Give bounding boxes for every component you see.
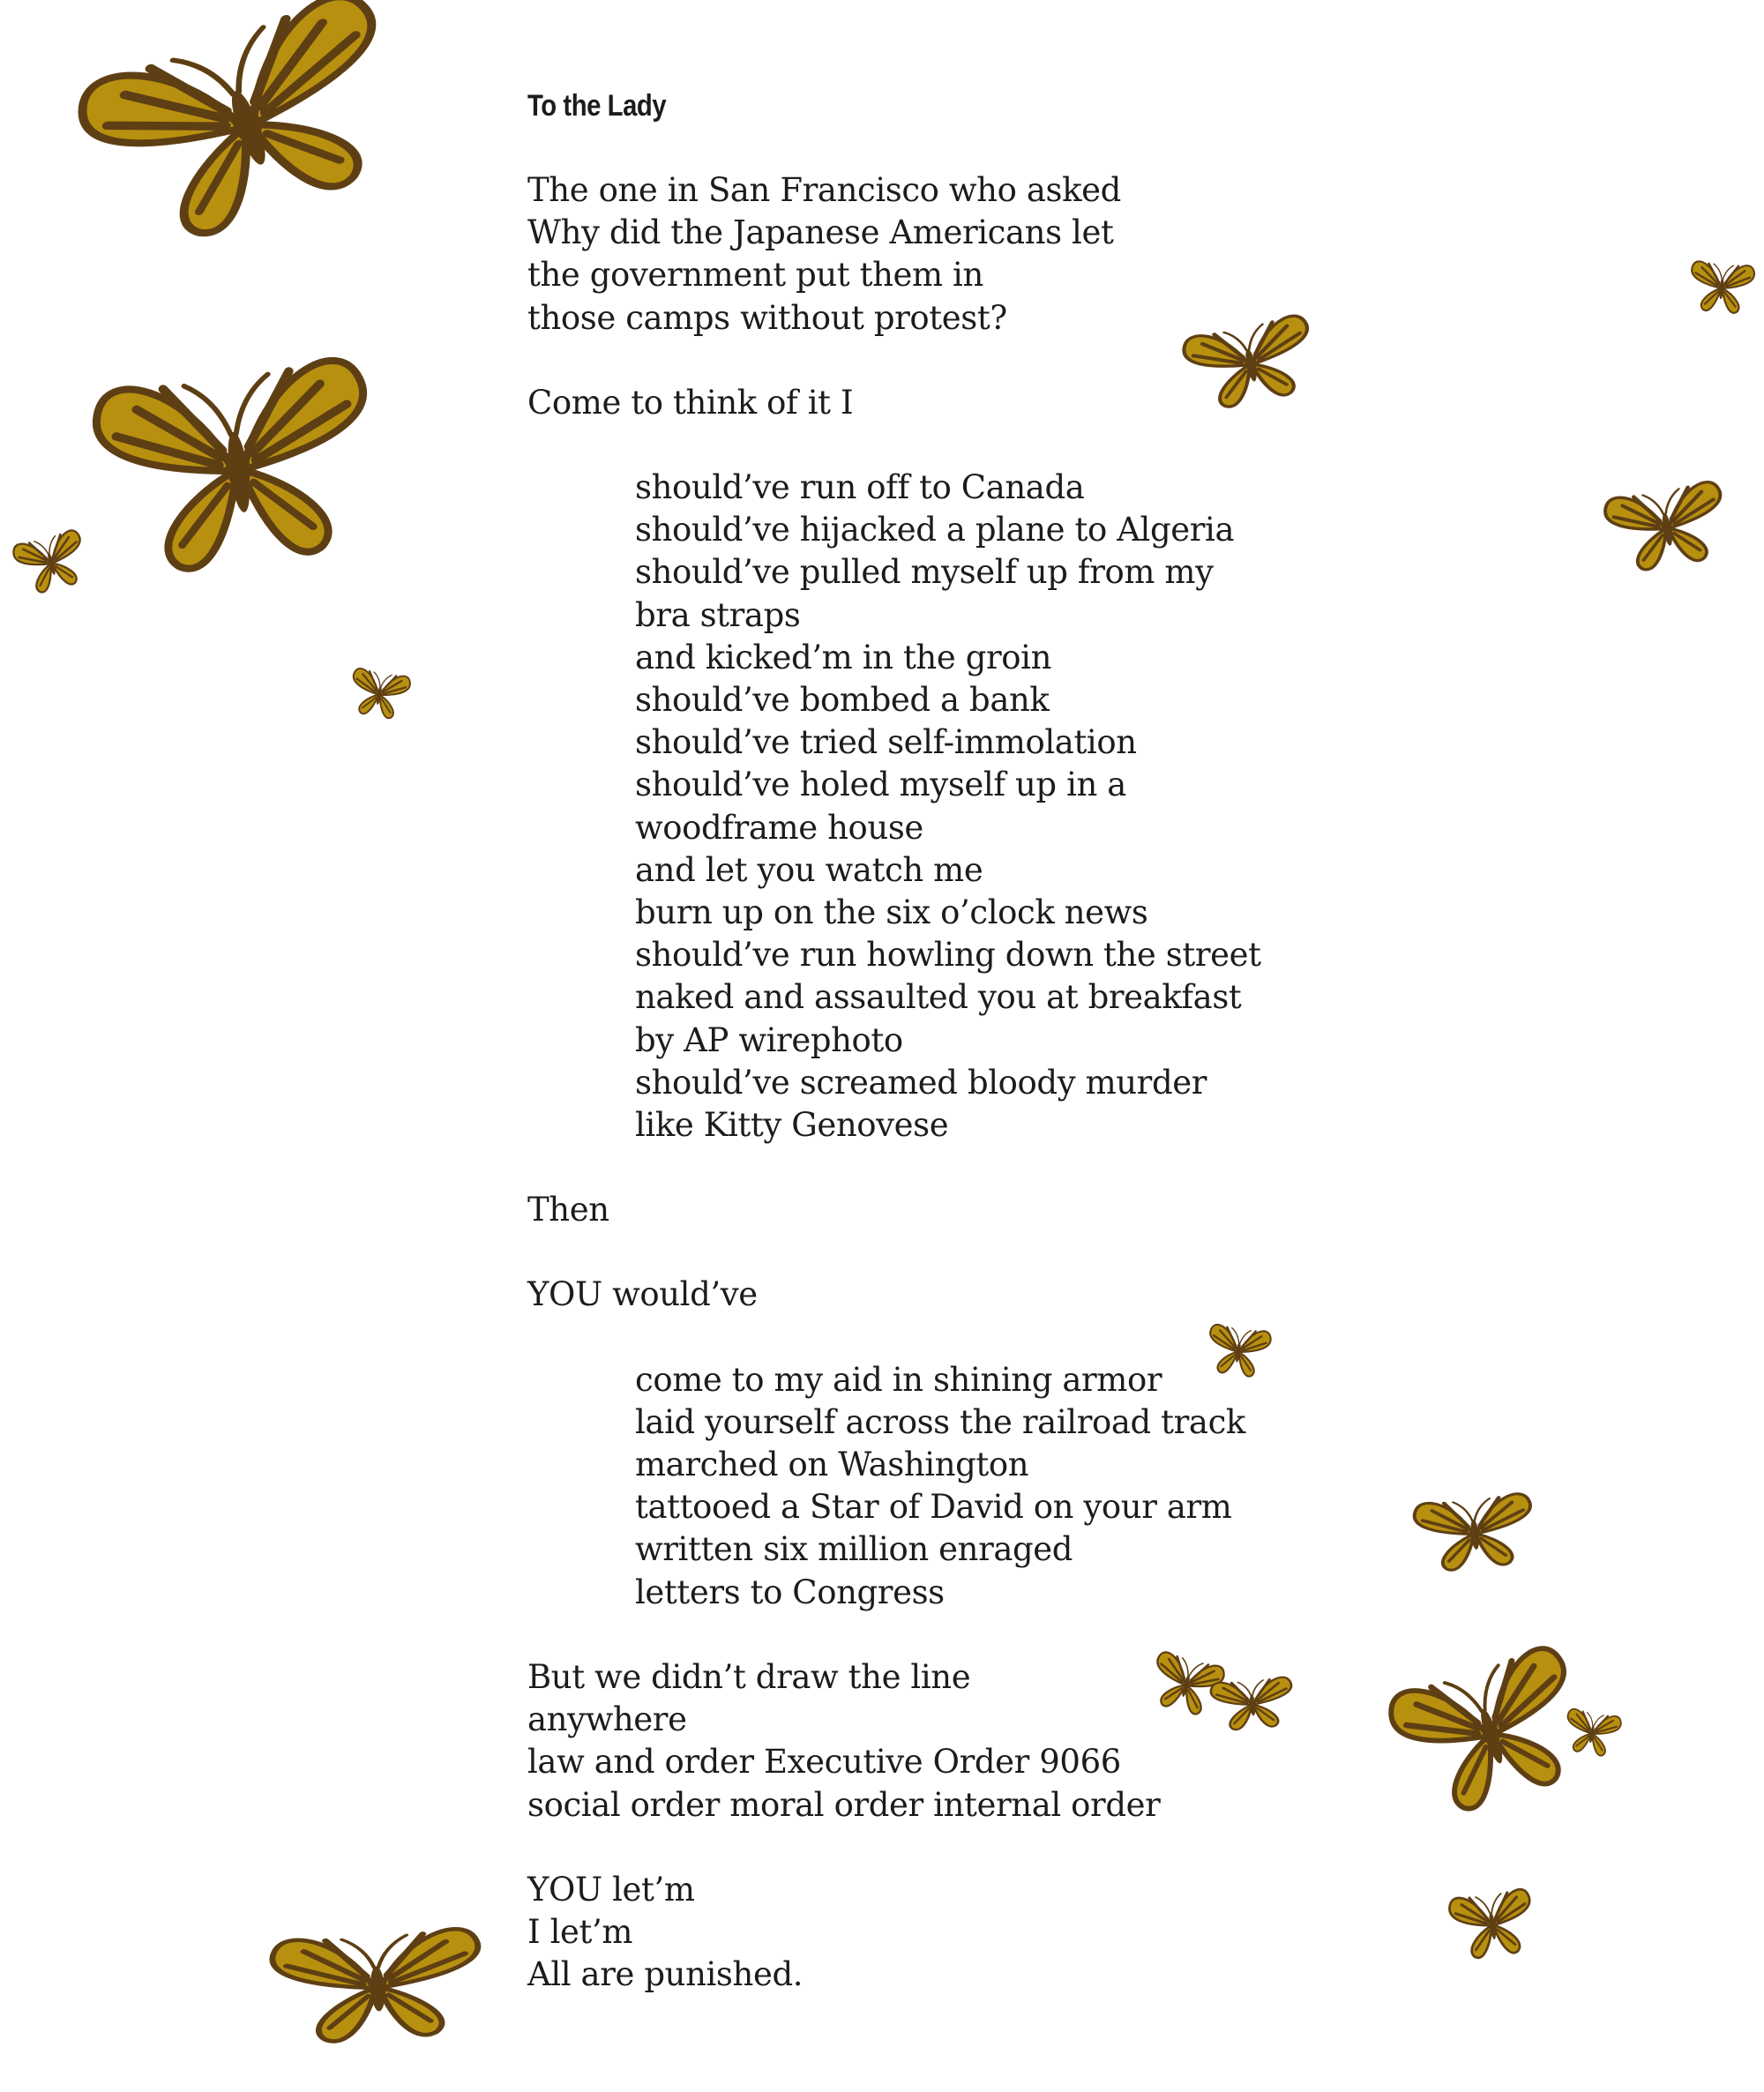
poem-line: anywhere <box>527 1700 687 1739</box>
poem <box>527 85 1409 2038</box>
poem-line: laid yourself across the railroad track <box>635 1402 1245 1441</box>
indented-stanza <box>527 467 1409 1147</box>
poem-line: written six million enraged <box>635 1530 1073 1569</box>
poem-line: bra straps <box>635 595 801 634</box>
poem-line: YOU let’m <box>527 1870 695 1909</box>
poem-line: the government put them in <box>527 256 983 295</box>
butterfly-icon <box>1603 480 1731 575</box>
poem-line: should’ve pulled myself up from my <box>635 553 1214 592</box>
poem-line: should’ve tried self-immolation <box>635 723 1137 762</box>
butterfly-icon <box>271 1927 483 2044</box>
stanza <box>527 169 1409 340</box>
poem-line: Why did the Japanese Americans let <box>527 213 1114 252</box>
stanza <box>527 1656 1409 1827</box>
butterfly-icon <box>1413 1492 1536 1573</box>
butterfly-icon <box>11 528 91 596</box>
butterfly-icon <box>73 0 421 260</box>
butterfly-icon <box>93 356 385 579</box>
poem-line: I let’m <box>527 1912 633 1951</box>
butterfly-icon <box>1562 1708 1622 1759</box>
poem-line: law and order Executive Order 9066 <box>527 1743 1121 1782</box>
poem-line: should’ve screamed bloody murder <box>635 1063 1207 1102</box>
poem-line: marched on Washington <box>635 1446 1029 1484</box>
indented-stanza <box>527 1359 1409 1614</box>
poem-line: and let you watch me <box>635 850 983 889</box>
poem-line: letters to Congress <box>635 1573 945 1611</box>
poem-line: burn up on the six o’clock news <box>635 893 1148 932</box>
poem-title: To the Lady <box>527 89 667 123</box>
poem-line: woodframe house <box>635 808 923 847</box>
poem-line: social order moral order internal order <box>527 1785 1161 1824</box>
poem-line: Come to think of it I <box>527 383 854 422</box>
poem-line: should’ve run howling down the street <box>635 936 1261 975</box>
poem-line: those camps without protest? <box>527 298 1007 337</box>
stanza <box>527 1274 1409 1316</box>
poem-line: tattooed a Star of David on your arm <box>635 1488 1232 1527</box>
poem-line: But we didn’t draw the line <box>527 1657 971 1696</box>
poem-line: naked and assaulted you at breakfast <box>635 978 1242 1017</box>
butterfly-icon <box>1688 261 1755 315</box>
poem-line: The one in San Francisco who asked <box>527 171 1121 209</box>
poem-line: like Kitty Genovese <box>635 1106 949 1145</box>
poem-line: Then <box>527 1191 609 1229</box>
stanza <box>527 1869 1409 1997</box>
poem-line: should’ve holed myself up in a <box>635 766 1126 804</box>
butterfly-icon <box>1386 1643 1596 1823</box>
poem-line: YOU would’ve <box>527 1275 758 1314</box>
butterfly-icon <box>348 668 412 721</box>
stanza <box>527 1189 1409 1231</box>
poem-line: by AP wirephoto <box>635 1020 903 1059</box>
poem-line: and kicked’m in the groin <box>635 638 1052 676</box>
stanza <box>527 382 1409 424</box>
butterfly-icon <box>1448 1888 1536 1961</box>
poem-line: should’ve run off to Canada <box>635 468 1085 507</box>
poem-line: All are punished. <box>527 1955 804 1994</box>
poem-line: should’ve hijacked a plane to Algeria <box>635 511 1235 549</box>
poem-line: come to my aid in shining armor <box>635 1360 1162 1399</box>
poem-line: should’ve bombed a bank <box>635 681 1050 720</box>
